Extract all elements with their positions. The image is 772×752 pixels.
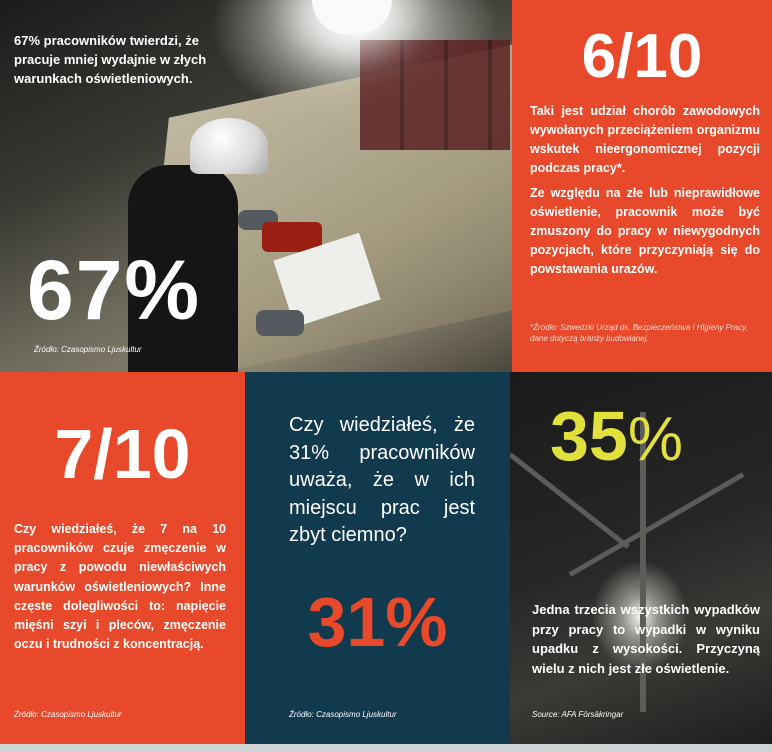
panel5-big-number: 35 [550,397,628,475]
panel2-source: *Źródło: Szwedzki Urząd ds. Bezpieczeństwa i Higieny Pracy, dane dotyczą branży budowlanej. [530,323,748,343]
panel1-source: Źródło: Czasopismo Ljuskultur [34,345,142,354]
panel5-percent-sign: % [627,405,684,474]
panel-35-percent [510,372,772,752]
glove-illustration [256,310,304,336]
panel-7-of-10 [0,372,245,752]
panel-31-percent [245,372,510,752]
panel3-source: Źródło: Czasopismo Ljuskultur [14,710,122,719]
panel3-big-stat: 7/10 [54,415,191,493]
panel5-source: Source: AFA Försäkringar [532,710,624,719]
panel5-text: Jedna trzecia wszystkich wypadków przy pracy to wypadki w wyniku upadku z wysokości. Przyczyną wielu z nich jest złe oświetlenie. [532,602,760,676]
panel2-text-1: Taki jest udział chorób zawodowych wywołanych przeciążeniem organizmu wskutek nieergonomicznej pozycji podczas pracy*. [530,104,760,175]
panel4-big-stat: 31% [307,583,448,661]
panel2-big-stat: 6/10 [581,22,703,91]
panel4-question: Czy wiedziałeś, że 31% pracowników uważa, że w ich miejscu prac jest zbyt ciemno? [289,414,475,546]
panel3-text: Czy wiedziałeś, że 7 na 10 pracowników czuje zmęczenie w pracy z powodu niewłaściwych warunków oświetleniowych? Inne częste dolegliwości to: napięcie mięśni szyi i pleców, zmęczenie oczu i trudności z koncentracją. [14,522,226,652]
bottom-strip [0,744,772,752]
panel-6-of-10 [512,0,772,372]
panel1-intro-text: 67% pracowników twierdzi, że pracuje mniej wydajnie w złych warunkach oświetleniowych. [14,33,207,86]
panel-67-percent [0,0,512,372]
panel2-text-2: Ze względu na złe lub nieprawidłowe oświetlenie, pracownik może być zmuszony do pracy w niewygodnych pozycjach, które przyczyniają się do powstawania urazów. [530,186,760,276]
panel4-source: Źródło: Czasopismo Ljuskultur [289,710,397,719]
helmet-illustration [190,118,268,174]
work-lamp-illustration [312,0,392,34]
panel5-big-stat [550,396,683,480]
insulation-packs-illustration [360,40,510,150]
panel1-big-stat: 67% [27,243,202,337]
